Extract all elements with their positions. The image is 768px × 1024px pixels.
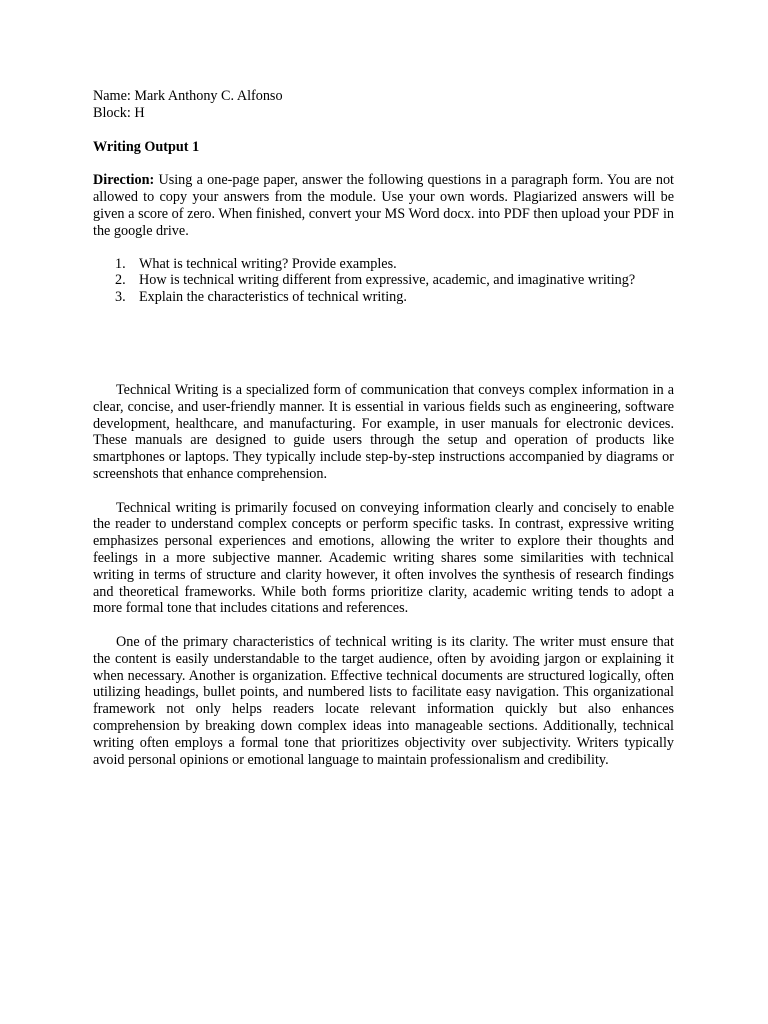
question-text: What is technical writing? Provide examples. — [139, 255, 397, 272]
question-item — [93, 272, 674, 289]
student-name: Name: Mark Anthony C. Alfonso — [93, 88, 283, 104]
document-page — [93, 88, 674, 785]
essay-paragraph-characteristics: One of the primary characteristics of technical writing is its clarity. The writer must ensure that the content is easily understandable to the target audience, often by avoiding jargon or explaining it when necessary. Another is organization. Effective technical documents are structured logically, often utilizing headings, bullet points, and numbered lists to facilitate easy navigation. This organizational framework not only helps readers locate relevant information quickly but also enhances comprehension by breaking down complex ideas into manageable sections. Additionally, technical writing often employs a formal tone that prioritizes objectivity over subjectivity. Writers typically avoid personal opinions or emotional language to maintain professionalism and credibility. — [93, 633, 674, 768]
question-item — [93, 289, 674, 306]
question-number: 2. — [115, 272, 126, 289]
question-list — [93, 256, 674, 306]
question-number: 1. — [115, 255, 126, 272]
question-text: Explain the characteristics of technical writing. — [139, 289, 407, 306]
document-title: Writing Output 1 — [93, 138, 200, 155]
student-block: Block: H — [93, 104, 145, 121]
essay-body — [93, 382, 674, 768]
question-text: How is technical writing different from expressive, academic, and imaginative writing? — [139, 272, 636, 289]
essay-paragraph-definition: Technical Writing is a specialized form of communication that conveys complex information in a clear, concise, and user-friendly manner. It is essential in various fields such as engineering, software development, healthcare, and manufacturing. For example, in user manuals for electronic devices. These manuals are designed to guide users through the setup and operation of products like smartphones or laptops. They typically include step-by-step instructions accompanied by diagrams or screenshots that enhance comprehension. — [93, 381, 674, 482]
direction-label: Direction: — [93, 172, 155, 189]
header — [93, 88, 674, 122]
essay-paragraph-comparison: Technical writing is primarily focused on conveying information clearly and concisely to enable the reader to understand complex concepts or perform specific tasks. In contrast, expressive writing emphasizes personal experiences and emotions, allowing the writer to explore their thoughts and feelings in a more subjective manner. Academic writing shares some similarities with technical writing in terms of structure and clarity however, it often involves the synthesis of research findings and theoretical frameworks. While both forms prioritize clarity, academic writing tends to adopt a more formal tone that includes citations and references. — [93, 499, 674, 617]
direction-paragraph — [93, 172, 674, 239]
question-item — [93, 256, 674, 273]
direction-text: Using a one-page paper, answer the following questions in a paragraph form. You are not allowed to copy your answers from the module. Use your own words. Plagiarized answers will be given a score of zero. When finished, convert your MS Word docx. into PDF then upload your PDF in the google drive. — [93, 172, 674, 239]
question-number: 3. — [115, 289, 126, 306]
